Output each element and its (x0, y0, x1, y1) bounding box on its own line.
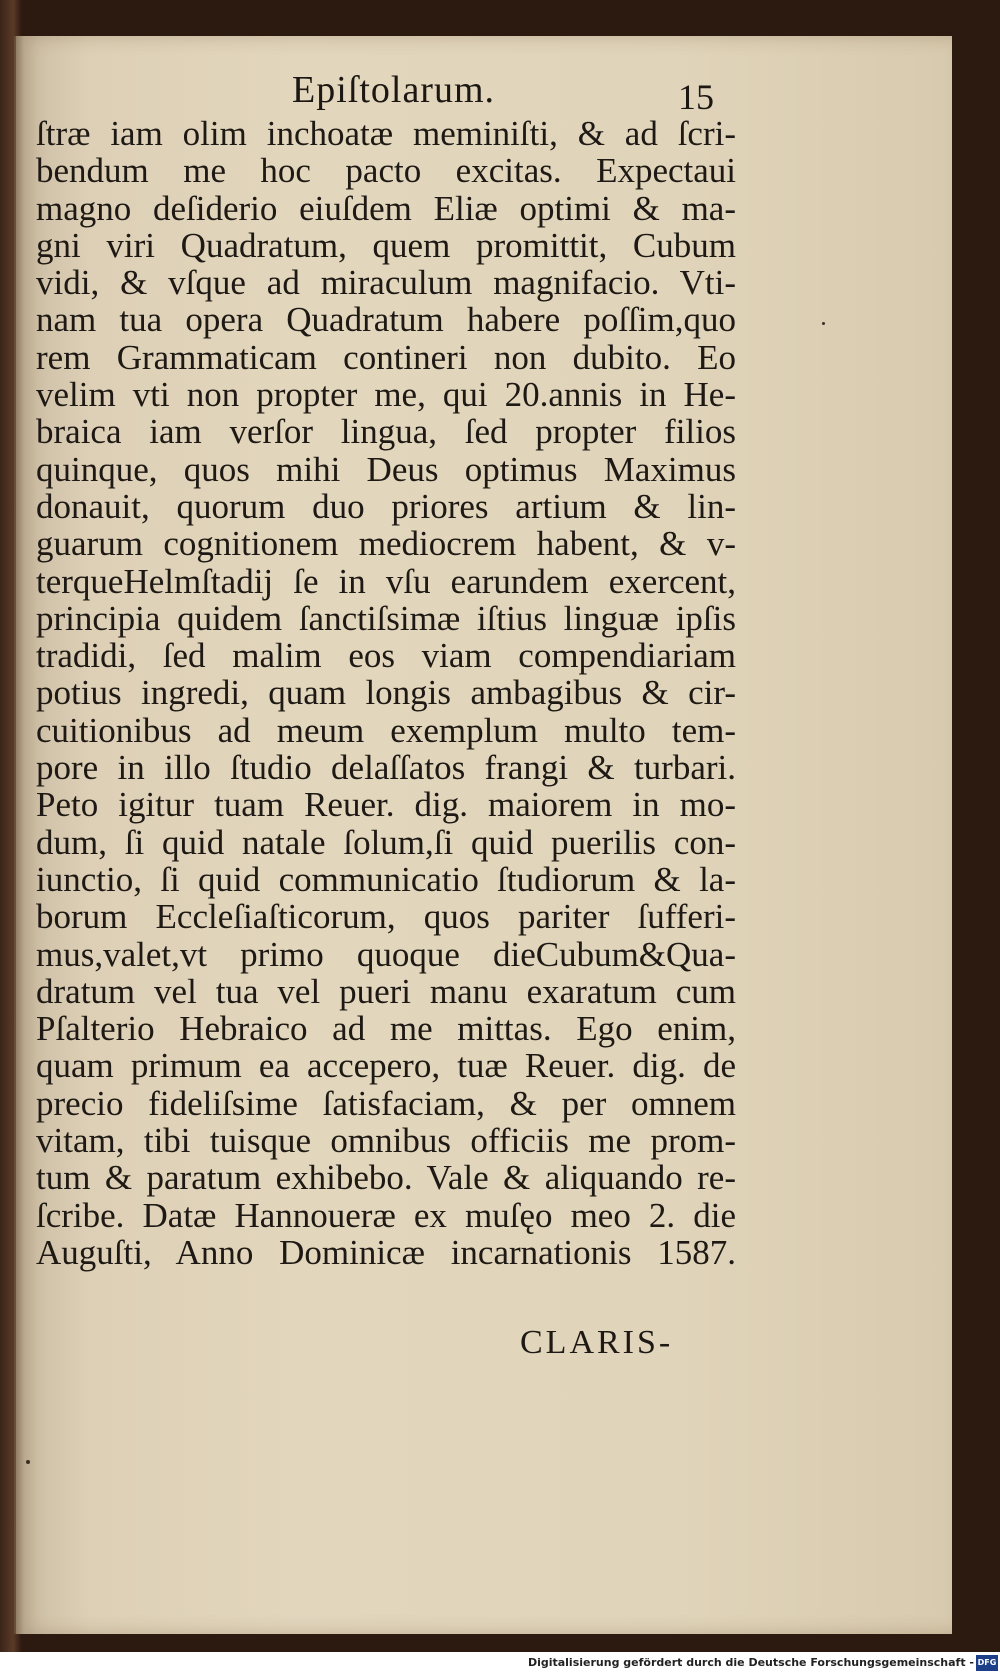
text-line: vidi, & vſque ad miraculum magnifacio. Vti- (36, 263, 736, 303)
footer-bar (0, 1652, 1000, 1676)
text-line: guarum cognitionem mediocrem habent, & v- (36, 524, 736, 564)
text-line: gni viri Quadratum, quem promittit, Cubum (36, 225, 736, 265)
text-line: Peto igitur tuam Reuer. dig. maiorem in mo- (36, 785, 736, 825)
text-line: bendum me hoc pacto excitas. Expectaui (36, 151, 736, 191)
text-line: pore in illo ſtudio delaſſatos frangi & turbari. (36, 748, 736, 788)
text-line: Auguſti, Anno Dominicæ incarnationis 1587. (36, 1232, 736, 1272)
digitization-credit: Digitalisierung gefördert durch die Deutsche Forschungsgemeinschaft - (527, 1656, 974, 1669)
page-number: 15 (678, 77, 714, 117)
text-line: ſcribe. Datæ Hannoueræ ex muſęo meo 2. die (36, 1195, 736, 1235)
text-line: principia quidem ſanctiſsimæ iſtius linguæ ipſis (36, 598, 736, 638)
dfg-logo: DFG (976, 1655, 998, 1671)
text-line: quam primum ea accepero, tuæ Reuer. dig. de (36, 1046, 736, 1086)
text-line: borum Eccleſiaſticorum, quos pariter ſufferi- (36, 897, 736, 937)
text-line: terqueHelmſtadij ſe in vſu earundem exercent, (36, 561, 736, 601)
gutter-shadow (14, 36, 24, 1634)
text-line: dum, ſi quid natale ſolum,ſi quid puerilis con- (36, 822, 736, 862)
text-line: quinque, quos mihi Deus optimus Maximus (36, 449, 736, 489)
running-title: Epiſtolarum. (292, 69, 496, 111)
letter-text-block (36, 115, 736, 1271)
text-line: tradidi, ſed malim eos viam compendiariam (36, 636, 736, 676)
text-line: braica iam verſor lingua, ſed propter filios (36, 412, 736, 452)
text-line: iunctio, ſi quid communicatio ſtudiorum & la- (36, 859, 736, 899)
text-line: cuitionibus ad meum exemplum multo tem- (36, 710, 736, 750)
catchword: CLARIS- (520, 1324, 674, 1361)
text-line: tum & paratum exhibebo. Vale & aliquando re- (36, 1158, 736, 1198)
text-line: velim vti non propter me, qui 20.annis in He- (36, 375, 736, 415)
text-line: potius ingredi, quam longis ambagibus & cir- (36, 673, 736, 713)
ink-speck (822, 322, 825, 325)
text-line: vitam, tibi tuisque omnibus officiis me prom- (36, 1121, 736, 1161)
running-head (0, 68, 1000, 118)
text-line: precio fideliſsime ſatisfaciam, & per omnem (36, 1083, 736, 1123)
text-line: ſtræ iam olim inchoatæ meminiſti, & ad ſcri- (36, 114, 736, 153)
text-line: Pſalterio Hebraico ad me mittas. Ego enim, (36, 1009, 736, 1049)
text-line: donauit, quorum duo priores artium & lin- (36, 486, 736, 526)
text-line: mus,valet,vt primo quoque dieCubum&Qua- (36, 934, 736, 974)
text-line: dratum vel tua vel pueri manu exaratum cum (36, 971, 736, 1011)
ink-speck (26, 1460, 30, 1464)
text-line: rem Grammaticam contineri non dubito. Eo (36, 337, 736, 377)
text-line: nam tua opera Quadratum habere poſſim,quo (36, 300, 736, 340)
text-line: magno deſiderio eiuſdem Eliæ optimi & ma- (36, 188, 736, 228)
